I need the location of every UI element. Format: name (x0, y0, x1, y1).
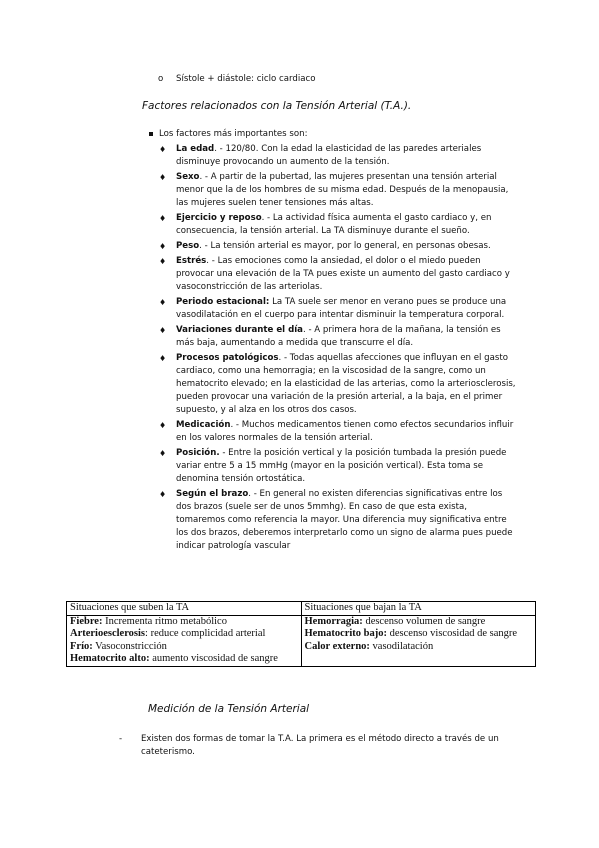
factor-term: Procesos patológicos (176, 353, 279, 363)
table-cell (301, 641, 536, 654)
table-cell (301, 628, 536, 641)
diamond-bullet-icon: ♦ (159, 354, 167, 363)
cell-term: Arterioesclerosis (70, 628, 146, 639)
table-cell (67, 628, 302, 641)
table-cell (301, 615, 536, 628)
section-title-measurement: Medición de la Tensión Arterial (148, 703, 310, 715)
factor-term: Según el brazo (176, 489, 249, 499)
table-header-row (67, 602, 536, 616)
diamond-bullet-icon: ♦ (159, 242, 167, 251)
diamond-bullet-icon: ♦ (159, 490, 167, 499)
factor-text: . - En general no existen diferencias significativas entre los dos brazos (suele ser de unos 5mmhg). En caso de que esta exista, tomaremos como referencia la mayor. Una diferencia muy significativa entre los dos brazos, deberemos interpretarlo como un signo de alarma pues puede indicar patrología vascular (176, 489, 513, 551)
cell-text: descenso volumen de sangre (362, 615, 486, 627)
cell-term: Frío: (70, 640, 93, 652)
factor-text: - Entre la posición vertical y la posición tumbada la presión puede variar entre 5 a 15 mmHg (mayor en la posición vertical). Esta toma se denomina tensión ortostática. (176, 448, 507, 484)
cell-term: Hematocrito alto: (70, 653, 150, 664)
cell-text: Incrementa ritmo metabólico (102, 615, 227, 627)
diamond-bullet-icon: ♦ (159, 145, 167, 154)
factor-item (158, 255, 518, 294)
cardiac-cycle-text: Sístole + diástole: ciclo cardiaco (176, 74, 316, 84)
diamond-bullet-icon: ♦ (159, 257, 167, 266)
dash-bullet: - (119, 734, 123, 744)
cell-term: Fiebre: (70, 615, 103, 627)
factor-text: . - Las emociones como la ansiedad, el dolor o el miedo pueden provocar una elevación de la TA pues existe un aumento del gasto cardiaco y vasoconstricción de las arteriolas. (176, 256, 510, 292)
factor-text: La TA suele ser menor en verano pues se produce una vasodilatación en el cuerpo para intentar disminuir la temperatura corporal. (176, 297, 507, 320)
table-cell (67, 641, 302, 654)
factor-item (158, 296, 518, 322)
table-header-cell: Situaciones que suben la TA (67, 602, 302, 616)
table-row (67, 615, 536, 628)
factor-item (158, 419, 518, 445)
factor-item (158, 171, 518, 210)
cell-term: Calor externo: (304, 640, 370, 652)
factor-item (158, 352, 518, 417)
table-cell (67, 653, 302, 666)
diamond-bullet-icon: ♦ (159, 214, 167, 223)
factor-term: La edad (176, 144, 215, 154)
diamond-bullet-icon: ♦ (159, 449, 167, 458)
cell-text: vasodilatación (369, 640, 434, 652)
table-row (67, 628, 536, 641)
cell-text: descenso viscosidad de sangre (387, 628, 518, 639)
factor-text: . - A partir de la pubertad, las mujeres presentan una tensión arterial menor que la de los hombres de su misma edad. Después de la menopausia, las mujeres suelen tener tensiones más altas. (176, 172, 509, 208)
factor-text: . - Muchos medicamentos tienen como efectos secundarios influir en los valores normales de la tensión arterial. (176, 420, 514, 443)
circle-bullet: o (158, 74, 164, 84)
factor-term: Variaciones durante el día (176, 325, 303, 335)
cell-text: Vasoconstricción (92, 640, 167, 652)
factor-term: Peso (176, 241, 200, 251)
factors-lead-text: Los factores más importantes son: (159, 129, 308, 139)
diamond-bullet-icon: ♦ (159, 173, 167, 182)
table-row (67, 653, 536, 666)
diamond-bullet-icon: ♦ (159, 326, 167, 335)
factor-item (158, 240, 518, 253)
factor-text: . - A primera hora de la mañana, la tensión es más baja, aumentando a medida que transcurre el día. (176, 325, 501, 348)
factor-text: . - Todas aquellas afecciones que influyan en el gasto cardiaco, como una hemorragia; en la viscosidad de la sangre, como un hematocrito elevado; en la elasticidad de las arterias, como la arteriosclerosis, pueden provocar una variación de la presión arterial, a la baja, en el primer supuesto, y al alza en los otros dos casos. (176, 353, 516, 415)
table-row (67, 641, 536, 654)
factor-item (158, 447, 518, 486)
table-header-cell: Situaciones que bajan la TA (301, 602, 536, 616)
cell-text: aumento viscosidad de sangre (149, 653, 278, 664)
factor-text: . - La actividad física aumenta el gasto cardiaco y, en consecuencia, la tensión arterial. La TA disminuye durante el sueño. (176, 213, 492, 236)
factor-term: Sexo (176, 172, 200, 182)
measurement-text: Existen dos formas de tomar la T.A. La primera es el método directo a través de un cateterismo. (141, 734, 499, 757)
cell-text: : reduce complicidad arterial (145, 628, 266, 639)
factor-term: Ejercicio y reposo (176, 213, 262, 223)
factor-text: . - La tensión arterial es mayor, por lo general, en personas obesas. (199, 241, 491, 251)
factor-item (158, 324, 518, 350)
factors-list (158, 143, 518, 555)
diamond-bullet-icon: ♦ (159, 298, 167, 307)
cell-term: Hemorragia: (304, 615, 363, 627)
table-cell (301, 653, 536, 666)
table-cell (67, 615, 302, 628)
factor-item (158, 488, 518, 553)
ta-situations-table (66, 601, 536, 667)
factor-term: Periodo estacional: (176, 297, 270, 307)
cell-term: Hematocrito bajo: (304, 628, 388, 639)
factor-text: . - 120/80. Con la edad la elasticidad de las paredes arteriales disminuye provocando un aumento de la tensión. (176, 144, 482, 167)
factor-term: Estrés (176, 256, 207, 266)
factor-item (158, 143, 518, 169)
factor-item (158, 212, 518, 238)
square-bullet-icon (149, 132, 153, 136)
diamond-bullet-icon: ♦ (159, 421, 167, 430)
factor-term: Medicación (176, 420, 231, 430)
factor-term: Posición. (176, 448, 220, 458)
section-title-factors: Factores relacionados con la Tensión Arterial (T.A.). (142, 100, 412, 112)
